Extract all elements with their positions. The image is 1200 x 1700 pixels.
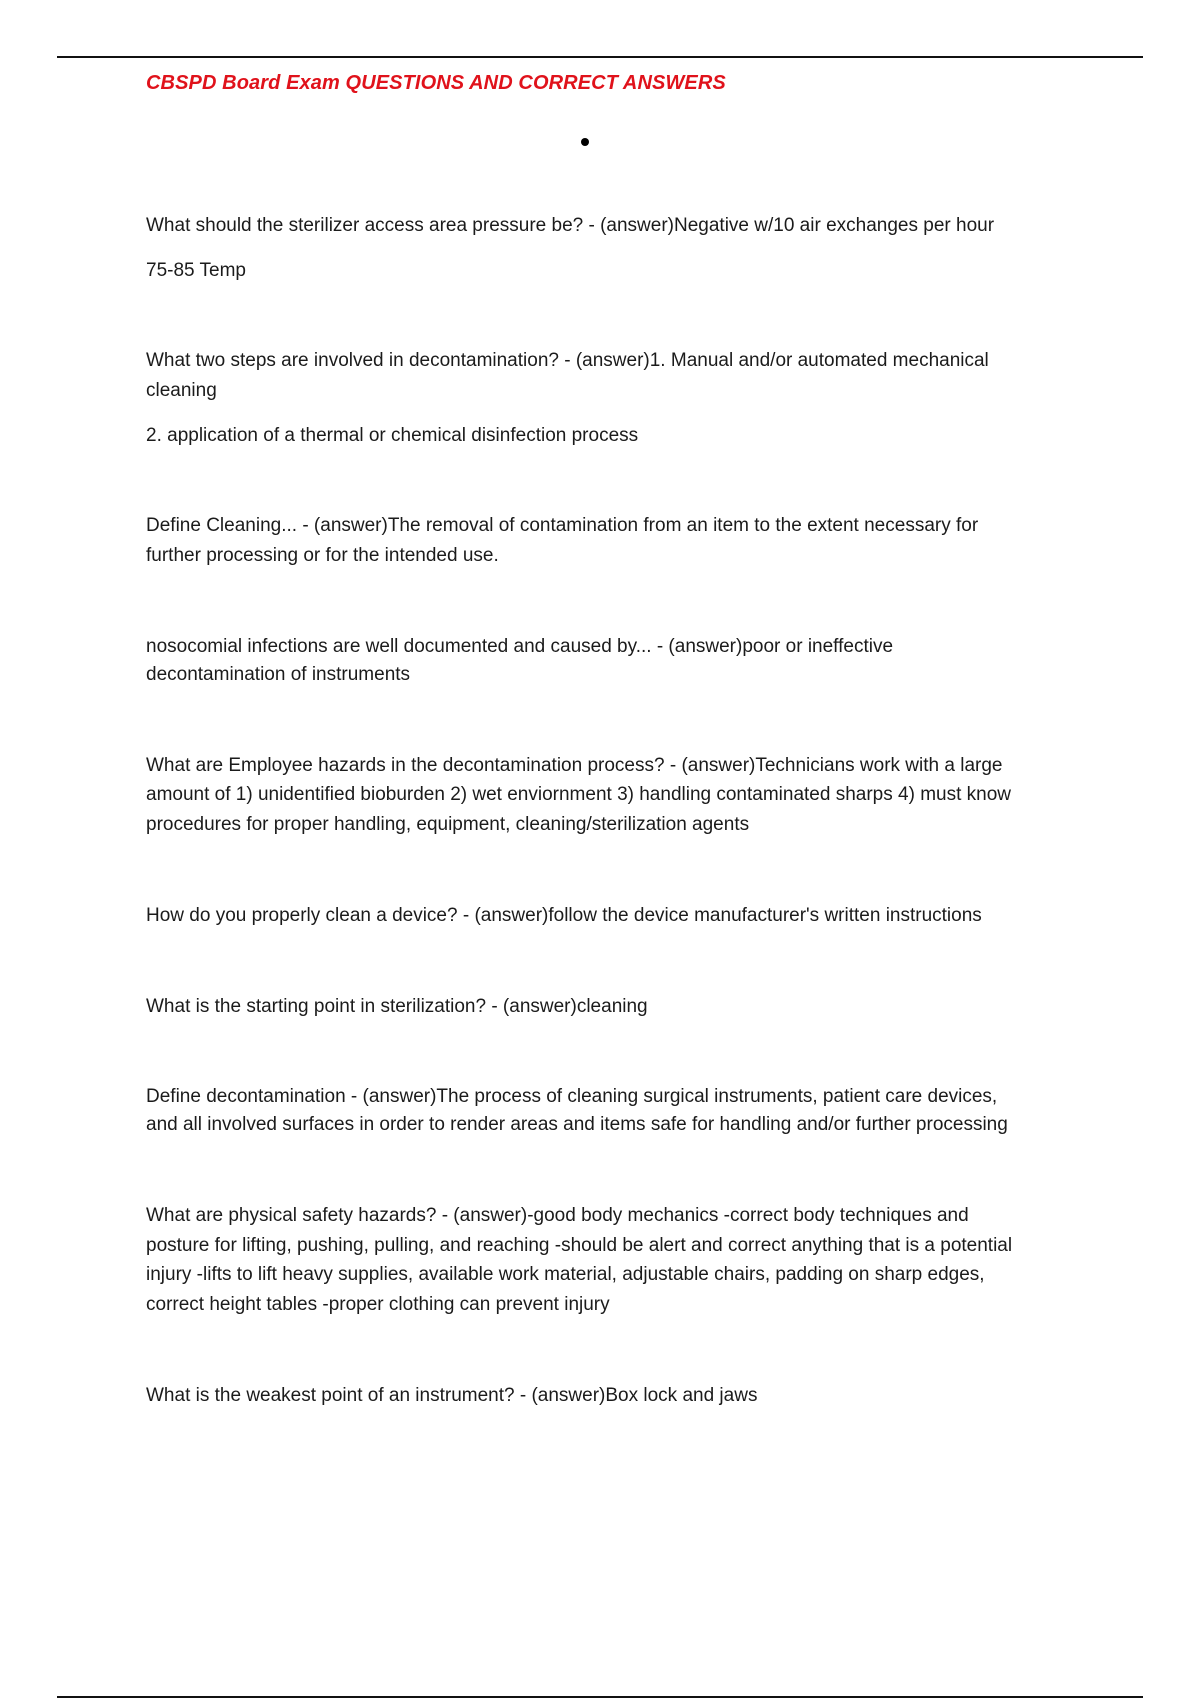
qa-9-line-3: injury -lifts to lift heavy supplies, available work material, adjustable chairs, padding on sharp edges, — [146, 1264, 985, 1285]
bottom-rule — [57, 1696, 1143, 1698]
qa-4-line-2: decontamination of instruments — [146, 664, 411, 685]
qa-8-line-2: and all involved surfaces in order to render areas and items safe for handling and/or further processing — [146, 1114, 1008, 1135]
qa-5-line-2: amount of 1) unidentified bioburden 2) wet enviornment 3) handling contaminated sharps 4) must know — [146, 784, 1012, 805]
qa-2-line-3: 2. application of a thermal or chemical disinfection process — [146, 425, 639, 446]
qa-3-line-2: further processing or for the intended use. — [146, 545, 499, 566]
document-title: CBSPD Board Exam QUESTIONS AND CORRECT ANSWERS — [146, 72, 726, 94]
qa-9-line-4: correct height tables -proper clothing can prevent injury — [146, 1294, 610, 1315]
qa-10-line-1: What is the weakest point of an instrument? - (answer)Box lock and jaws — [146, 1385, 758, 1406]
qa-5-line-3: procedures for proper handling, equipment, cleaning/sterilization agents — [146, 814, 750, 835]
qa-9-line-1: What are physical safety hazards? - (answer)-good body mechanics -correct body techniques and — [146, 1205, 969, 1226]
qa-9-line-2: posture for lifting, pushing, pulling, and reaching -should be alert and correct anything that is a potential — [146, 1235, 1013, 1256]
qa-2-line-1: What two steps are involved in decontamination? - (answer)1. Manual and/or automated mechanical — [146, 350, 989, 371]
qa-2-line-2: cleaning — [146, 380, 217, 401]
bullet-point — [581, 138, 589, 146]
qa-7-line-1: What is the starting point in sterilization? - (answer)cleaning — [146, 996, 648, 1017]
qa-4-line-1: nosocomial infections are well documented and caused by... - (answer)poor or ineffective — [146, 636, 894, 657]
qa-1-line-2: 75-85 Temp — [146, 260, 246, 281]
qa-1-line-1: What should the sterilizer access area pressure be? - (answer)Negative w/10 air exchanges per hour — [146, 215, 995, 236]
top-rule — [57, 56, 1143, 58]
qa-6-line-1: How do you properly clean a device? - (answer)follow the device manufacturer's written instructions — [146, 905, 982, 926]
qa-5-line-1: What are Employee hazards in the decontamination process? - (answer)Technicians work with a large — [146, 755, 1003, 776]
qa-3-line-1: Define Cleaning... - (answer)The removal of contamination from an item to the extent necessary for — [146, 515, 979, 536]
qa-8-line-1: Define decontamination - (answer)The process of cleaning surgical instruments, patient care devices, — [146, 1086, 998, 1107]
